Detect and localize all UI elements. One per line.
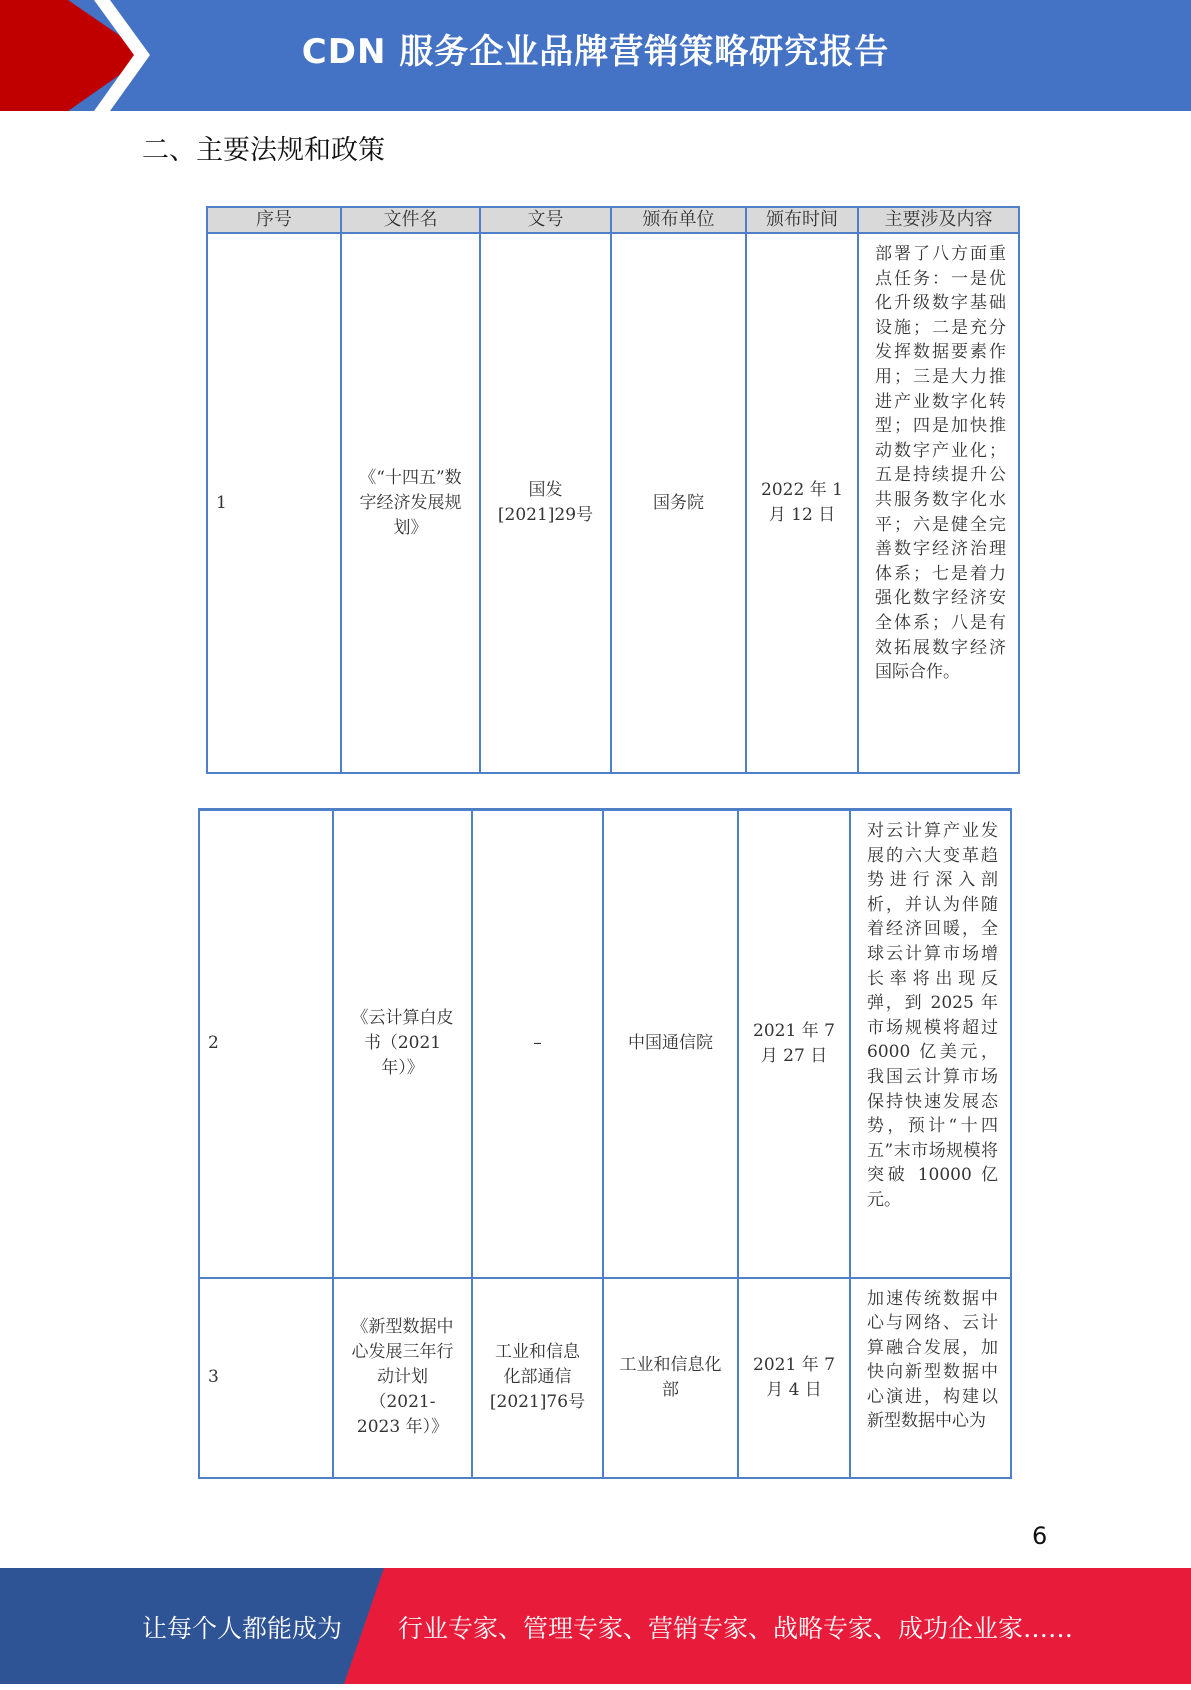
column-header: 序号 [207,207,341,233]
document-name: 《新型数据中心发展三年行动计划（2021-2023 年）》 [333,1278,472,1478]
main-content: 部署了八方面重点任务：一是优化升级数字基础设施；二是充分发挥数据要素作用；三是大力推进产业数字化转型；四是加快推动数字产业化；五是持续提升公共服务数字化水平；六是健全完善数字经济治理体系；七是着力强化数字经济安全体系；八是有效拓展数字经济国际合作。 [858,233,1019,773]
column-header: 主要涉及内容 [858,207,1019,233]
issue-date: 2021 年 7 月 27 日 [738,810,850,1278]
column-header: 文号 [480,207,611,233]
document-name: 《云计算白皮书（2021 年）》 [333,810,472,1278]
policy-table-part-1 [206,206,1020,774]
main-content: 对云计算产业发展的六大变革趋势进行深入剖析，并认为伴随着经济回暖，全球云计算市场增长率将出现反弹，到 2025 年市场规模将超过 6000 亿美元，我国云计算市场保持快速发展态势，预计“十四五”末市场规模将突破 10000 亿元。 [850,810,1011,1278]
table-row [207,233,1019,773]
main-content-text: 加速传统数据中心与网络、云计算融合发展，加快向新型数据中心演进，构建以新型数据中心为 [867,1288,998,1432]
policy-table-part-2 [198,808,1012,1479]
main-content [850,1278,1011,1478]
header-banner [0,0,1191,111]
column-header: 颁布单位 [611,207,746,233]
section-heading: 二、主要法规和政策 [142,135,385,166]
document-number: 工业和信息化部通信[2021]76号 [472,1278,603,1478]
issuing-authority: 国务院 [611,233,746,773]
row-index: 2 [199,810,333,1278]
footer-banner [0,1568,1191,1684]
document-number: – [472,810,603,1278]
footer-slogan-right: 行业专家、管理专家、营销专家、战略专家、成功企业家…… [398,1614,1074,1643]
footer-slogan-left: 让每个人都能成为 [142,1614,343,1643]
column-header: 文件名 [341,207,480,233]
report-title: CDN 服务企业品牌营销策略研究报告 [301,32,890,72]
document-number: 国发[2021]29号 [480,233,611,773]
issuing-authority: 工业和信息化部 [603,1278,738,1478]
issue-date: 2022 年 1 月 12 日 [746,233,858,773]
issue-date: 2021 年 7 月 4 日 [738,1278,850,1478]
document-name: 《“十四五”数字经济发展规划》 [341,233,480,773]
page-number: 6 [1032,1522,1048,1550]
table-row [199,810,1011,1278]
issuing-authority: 中国通信院 [603,810,738,1278]
row-index: 1 [207,233,341,773]
column-header: 颁布时间 [746,207,858,233]
table-header-row [207,207,1019,233]
row-index: 3 [199,1278,333,1478]
table-row [199,1278,1011,1478]
